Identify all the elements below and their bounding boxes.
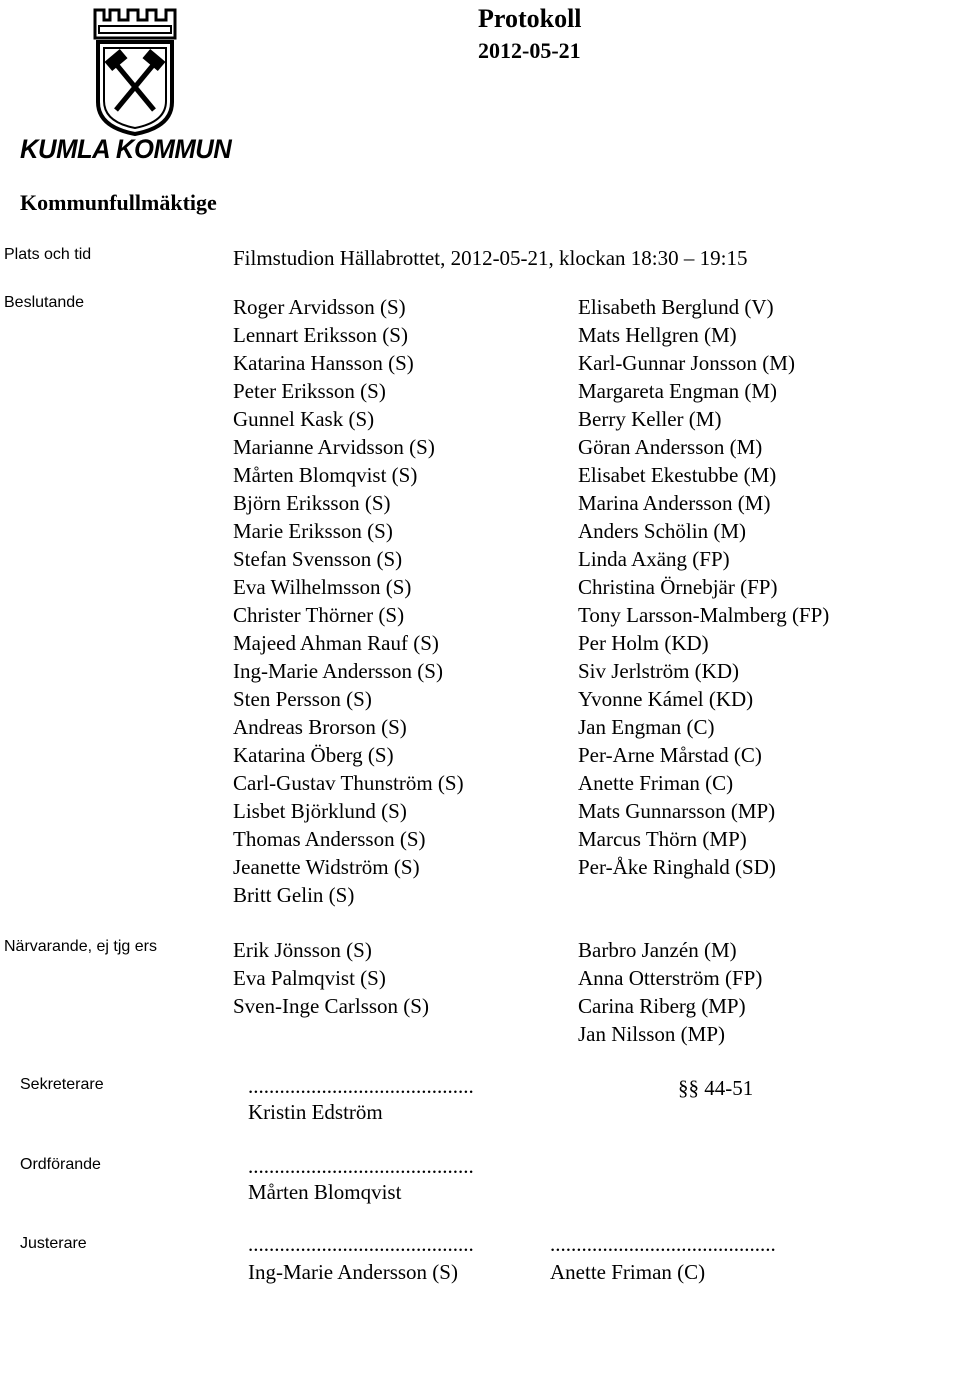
member-name: Marianne Arvidsson (S): [233, 435, 435, 459]
member-name: Jan Engman (C): [578, 715, 715, 739]
member-name: Christina Örnebjär (FP): [578, 575, 778, 599]
member-name: Anna Otterström (FP): [578, 966, 763, 990]
logo-text: KUMLA KOMMUN: [20, 134, 232, 164]
member-name: Mats Gunnarsson (MP): [578, 799, 776, 823]
member-name: Per-Åke Ringhald (SD): [578, 855, 776, 879]
member-name: Erik Jönsson (S): [233, 938, 372, 962]
plats-value: Filmstudion Hällabrottet, 2012-05-21, klockan 18:30 – 19:15: [233, 246, 748, 270]
ordforande-signature-line: ...........................................: [248, 1154, 474, 1178]
member-name: Per-Arne Mårstad (C): [578, 743, 762, 767]
justerare-signature-line-1: ...........................................: [248, 1232, 474, 1256]
member-name: Elisabet Ekestubbe (M): [578, 463, 777, 487]
narvarande-right-list: [578, 936, 762, 1048]
member-name: Berry Keller (M): [578, 407, 722, 431]
member-name: Sven-Inge Carlsson (S): [233, 994, 429, 1018]
document-date: 2012-05-21: [478, 38, 581, 63]
member-name: Majeed Ahman Rauf (S): [233, 631, 439, 655]
member-name: Eva Wilhelmsson (S): [233, 575, 412, 599]
member-name: Ing-Marie Andersson (S): [233, 659, 443, 683]
plats-label: Plats och tid: [4, 246, 92, 263]
member-name: Katarina Hansson (S): [233, 351, 414, 375]
member-name: Lisbet Björklund (S): [233, 799, 407, 823]
member-name: Britt Gelin (S): [233, 883, 355, 907]
member-name: Linda Axäng (FP): [578, 547, 730, 571]
member-name: Eva Palmqvist (S): [233, 966, 386, 990]
narvarande-left-list: [233, 936, 429, 1020]
member-name: Jeanette Widström (S): [233, 855, 420, 879]
member-name: Anette Friman (C): [578, 771, 734, 795]
sekreterare-name: Kristin Edström: [248, 1100, 383, 1124]
member-name: Sten Persson (S): [233, 687, 372, 711]
member-name: Elisabeth Berglund (V): [578, 295, 774, 319]
member-name: Peter Eriksson (S): [233, 379, 386, 403]
member-name: Christer Thörner (S): [233, 603, 405, 627]
member-name: Gunnel Kask (S): [233, 407, 375, 431]
ordforande-name: Mårten Blomqvist: [248, 1180, 402, 1204]
member-name: Margareta Engman (M): [578, 379, 778, 403]
beslutande-right-list: [578, 293, 829, 881]
member-name: Marcus Thörn (MP): [578, 827, 747, 851]
justerare-label: Justerare: [20, 1235, 87, 1252]
sekreterare-label: Sekreterare: [20, 1076, 104, 1093]
member-name: Thomas Andersson (S): [233, 827, 426, 851]
beslutande-label: Beslutande: [4, 294, 85, 311]
beslutande-left-list: [233, 293, 464, 909]
narvarande-label: Närvarande, ej tjg ers: [4, 938, 157, 955]
member-name: Mats Hellgren (M): [578, 323, 737, 347]
member-name: Jan Nilsson (MP): [578, 1022, 726, 1046]
justerare-name-1: Ing-Marie Andersson (S): [248, 1260, 458, 1284]
document-title: Protokoll: [478, 4, 582, 33]
member-name: Andreas Brorson (S): [233, 715, 407, 739]
member-name: Anders Schölin (M): [578, 519, 746, 543]
member-name: Tony Larsson-Malmberg (FP): [578, 603, 830, 627]
member-name: Björn Eriksson (S): [233, 491, 391, 515]
member-name: Barbro Janzén (M): [578, 938, 737, 962]
member-name: Mårten Blomqvist (S): [233, 463, 418, 487]
member-name: Roger Arvidsson (S): [233, 295, 406, 319]
member-name: Lennart Eriksson (S): [233, 323, 408, 347]
member-name: Karl-Gunnar Jonsson (M): [578, 351, 795, 375]
member-name: Katarina Öberg (S): [233, 743, 394, 767]
member-name: Yvonne Kámel (KD): [578, 687, 754, 711]
justerare-signature-line-2: ...........................................: [550, 1232, 776, 1256]
body-title: Kommunfullmäktige: [20, 190, 217, 215]
sekreterare-signature-line: ...........................................: [248, 1074, 474, 1098]
member-name: Marie Eriksson (S): [233, 519, 393, 543]
member-name: Per Holm (KD): [578, 631, 709, 655]
member-name: Carina Riberg (MP): [578, 994, 746, 1018]
member-name: Stefan Svensson (S): [233, 547, 403, 571]
justerare-name-2: Anette Friman (C): [550, 1260, 706, 1284]
paragraph-range: §§ 44-51: [678, 1076, 754, 1100]
member-name: Marina Andersson (M): [578, 491, 771, 515]
member-name: Göran Andersson (M): [578, 435, 763, 459]
member-name: Siv Jerlström (KD): [578, 659, 739, 683]
ordforande-label: Ordförande: [20, 1156, 101, 1173]
member-name: Carl-Gustav Thunström (S): [233, 771, 464, 795]
